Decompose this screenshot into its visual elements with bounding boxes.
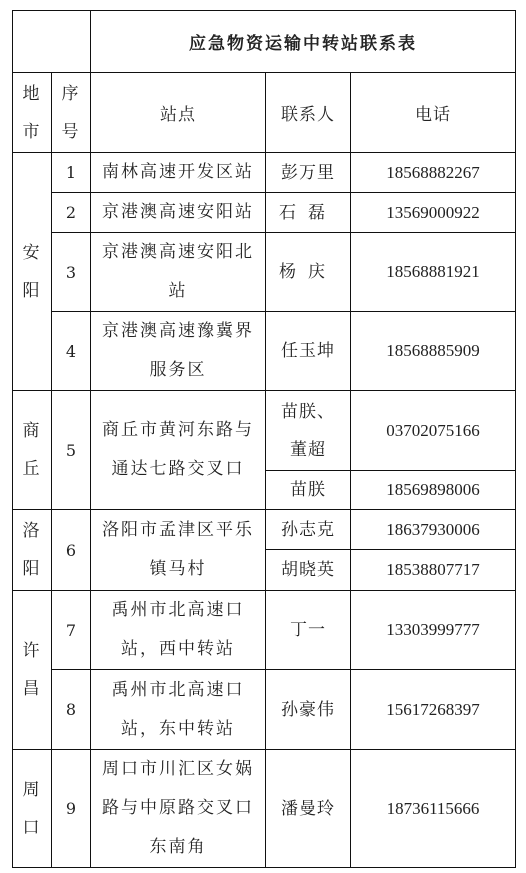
header-seq: [52, 73, 91, 153]
header-city: [13, 73, 52, 153]
seq-cell: 1: [52, 153, 91, 193]
site-line: 东南角: [149, 837, 207, 857]
city-cell-xuchang: [13, 591, 52, 750]
table-row: [13, 312, 516, 391]
city-cell-anyang: [13, 153, 52, 391]
phone-cell: 18538807717: [351, 550, 516, 591]
city-xuchang-line2: 昌: [22, 679, 42, 699]
contact-cell: 石磊: [266, 193, 351, 233]
phone-cell: 18637930006: [351, 510, 516, 550]
city-cell-zhoukou: [13, 750, 52, 868]
phone-cell: 18568881921: [351, 233, 516, 312]
table-row: [13, 750, 516, 868]
table-row: [13, 591, 516, 670]
contact-line: 苗朕、: [281, 401, 335, 422]
contact-cell: 彭万里: [266, 153, 351, 193]
site-line: 镇马村: [149, 559, 207, 579]
seq-cell: 9: [52, 750, 91, 868]
contact-cell: 杨庆: [266, 233, 351, 312]
contact-cell: 孙志克: [266, 510, 351, 550]
seq-cell: 4: [52, 312, 91, 391]
site-cell: [91, 670, 266, 750]
table-row: [13, 153, 516, 193]
site-line: 站，西中转站: [121, 639, 235, 659]
city-shangqiu-line1: 商: [22, 421, 42, 441]
site-cell: [91, 233, 266, 312]
contact-cell: 潘曼玲: [266, 750, 351, 868]
contact-cell: 苗朕: [266, 471, 351, 510]
city-zhoukou-line2: 口: [22, 817, 42, 838]
phone-cell: 18569898006: [351, 471, 516, 510]
contact-line: 董超: [290, 439, 326, 460]
site-cell: 南林高速开发区站: [91, 153, 266, 193]
site-cell: [91, 312, 266, 391]
seq-cell: 7: [52, 591, 91, 670]
site-line: 商丘市黄河东路与: [102, 420, 254, 440]
phone-cell: 15617268397: [351, 670, 516, 750]
table-row: [13, 670, 516, 750]
site-line: 服务区: [149, 360, 207, 380]
city-anyang-line2: 阳: [22, 280, 42, 301]
site-cell: 京港澳高速安阳站: [91, 193, 266, 233]
seq-cell: 8: [52, 670, 91, 750]
phone-cell: 18568885909: [351, 312, 516, 391]
city-cell-shangqiu: [13, 391, 52, 510]
title-empty-cell: [13, 11, 91, 73]
contact-cell: [266, 391, 351, 471]
site-line: 京港澳高速安阳北: [102, 242, 254, 262]
header-site: 站点: [91, 73, 266, 153]
contact-cell: 胡晓英: [266, 550, 351, 591]
site-line: 站: [168, 281, 188, 301]
seq-cell: 3: [52, 233, 91, 312]
city-zhoukou-line1: 周: [22, 779, 42, 800]
city-luoyang-line2: 阳: [22, 559, 42, 579]
seq-cell: 2: [52, 193, 91, 233]
title-row: [13, 11, 516, 73]
site-cell: [91, 510, 266, 591]
header-city-line1: 地: [22, 83, 42, 104]
site-line: 京港澳高速豫冀界: [102, 321, 254, 341]
contact-cell: 任玉坤: [266, 312, 351, 391]
table-title: 应急物资运输中转站联系表: [91, 11, 516, 73]
city-luoyang-line1: 洛: [22, 521, 42, 541]
header-row: [13, 73, 516, 153]
site-cell: [91, 750, 266, 868]
site-cell: [91, 591, 266, 670]
site-line: 通达七路交叉口: [111, 459, 245, 479]
header-seq-line2: 号: [61, 121, 81, 142]
site-line: 禹州市北高速口: [111, 600, 245, 620]
header-seq-line1: 序: [61, 83, 81, 104]
header-contact: 联系人: [266, 73, 351, 153]
site-line: 路与中原路交叉口: [102, 798, 254, 818]
site-line: 周口市川汇区女娲: [102, 759, 254, 779]
contact-cell: 丁一: [266, 591, 351, 670]
table-row: [13, 510, 516, 550]
phone-cell: 18736115666: [351, 750, 516, 868]
phone-cell: 13303999777: [351, 591, 516, 670]
site-line: 站，东中转站: [121, 718, 235, 739]
table-row: [13, 233, 516, 312]
seq-cell: 5: [52, 391, 91, 510]
site-cell: [91, 391, 266, 510]
table-row: [13, 193, 516, 233]
phone-cell: 18568882267: [351, 153, 516, 193]
contact-cell: 孙豪伟: [266, 670, 351, 750]
phone-cell: 03702075166: [351, 391, 516, 471]
header-phone: 电话: [351, 73, 516, 153]
site-line: 禹州市北高速口: [111, 679, 245, 700]
city-cell-luoyang: [13, 510, 52, 591]
header-city-line2: 市: [22, 121, 42, 142]
seq-cell: 6: [52, 510, 91, 591]
site-line: 洛阳市孟津区平乐: [102, 520, 254, 540]
city-anyang-line1: 安: [22, 242, 42, 263]
contact-table: [12, 10, 516, 868]
city-xuchang-line1: 许: [22, 641, 42, 661]
table-row: [13, 391, 516, 471]
phone-cell: 13569000922: [351, 193, 516, 233]
city-shangqiu-line2: 丘: [22, 459, 42, 479]
